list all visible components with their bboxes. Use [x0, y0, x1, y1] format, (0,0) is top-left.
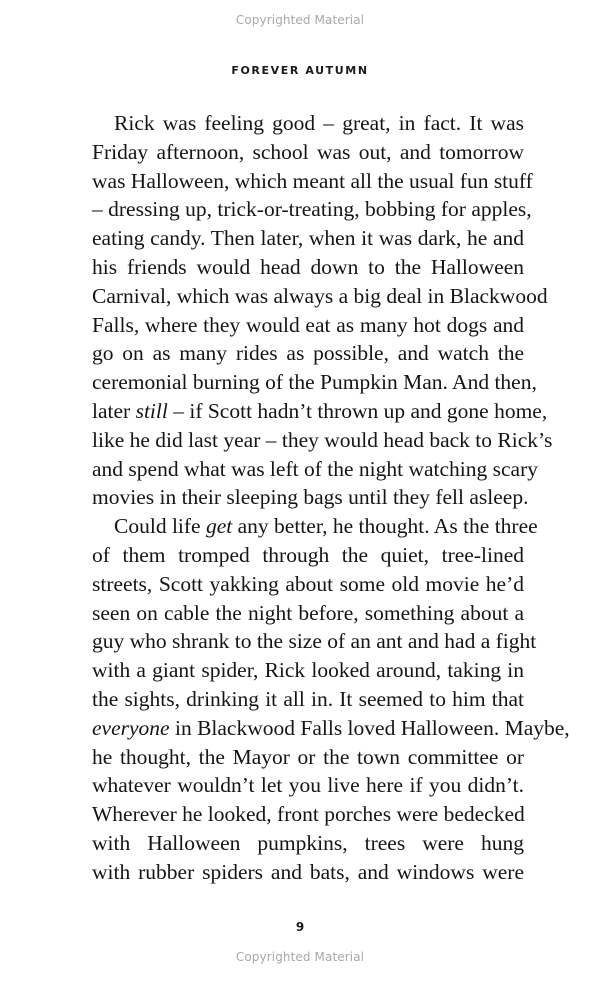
emphasis-everyone: everyone — [92, 715, 170, 740]
emphasis-get: get — [205, 514, 233, 539]
text-line: seen on cable the night before, something about a — [92, 600, 524, 625]
text-line: ceremonial burning of the Pumpkin Man. And then, — [92, 370, 537, 395]
text-fragment: if Scott hadn’t thrown up and gone home, — [189, 398, 548, 423]
text-line: like he did last year – they would head back to Rick’s — [92, 427, 553, 452]
text-line: was Halloween, which meant all the usual fun stuff — [92, 168, 533, 193]
text-fragment: later — [92, 398, 136, 423]
copyright-watermark-top: Copyrighted Material — [235, 13, 365, 27]
emphasis-still: still — [135, 398, 168, 423]
text-line: Wherever he looked, front porches were bedecked — [92, 802, 525, 827]
text-fragment: Could life — [114, 514, 206, 539]
text-line: with a giant spider, Rick looked around, taking in — [92, 658, 524, 683]
text-line: guy who shrank to the size of an ant and had a fight — [92, 629, 537, 654]
text-line: Friday afternoon, school was out, and tomorrow — [92, 139, 524, 164]
text-line — [70, 397, 548, 426]
paragraph-2 — [70, 512, 570, 886]
text-line — [70, 714, 570, 743]
text-fragment: any better, he thought. As the three — [232, 514, 538, 539]
paragraph-1 — [70, 109, 553, 512]
text-line: the sights, drinking it all in. It seemed to him that — [92, 686, 524, 711]
text-line — [70, 512, 538, 541]
text-line: Falls, where they would eat as many hot dogs and — [92, 312, 524, 337]
running-head: FOREVER AUTUMN — [231, 64, 369, 77]
text-line: his friends would head down to the Halloween — [92, 254, 524, 279]
text-line: of them tromped through the quiet, tree-lined — [92, 542, 524, 567]
text-line: go on as many rides as possible, and watch the — [92, 341, 524, 366]
text-line: Carnival, which was always a big deal in Blackwood — [92, 283, 548, 308]
body-text — [70, 109, 570, 887]
copyright-watermark-bottom: Copyrighted Material — [235, 950, 365, 964]
page-number: 9 — [295, 920, 305, 934]
text-line: streets, Scott yakking about some old movie he’d — [92, 571, 524, 596]
text-line: he thought, the Mayor or the town committee or — [92, 744, 524, 769]
text-line: with Halloween pumpkins, trees were hung — [92, 830, 524, 855]
text-line: Rick was feeling good – great, in fact. It was — [114, 111, 524, 135]
text-line: whatever wouldn’t let you live here if you didn’t. — [92, 773, 524, 798]
text-line: eating candy. Then later, when it was dark, he and — [92, 226, 524, 251]
text-fragment: – — [167, 398, 190, 423]
text-line: movies in their sleeping bags until they fell asleep. — [92, 485, 529, 510]
text-fragment: in Blackwood Falls loved Halloween. Maybe, — [169, 715, 570, 740]
text-line: and spend what was left of the night watching scary — [92, 456, 538, 481]
text-line: – dressing up, trick-or-treating, bobbing for apples, — [92, 197, 532, 222]
text-line: with rubber spiders and bats, and windows were — [92, 859, 524, 884]
